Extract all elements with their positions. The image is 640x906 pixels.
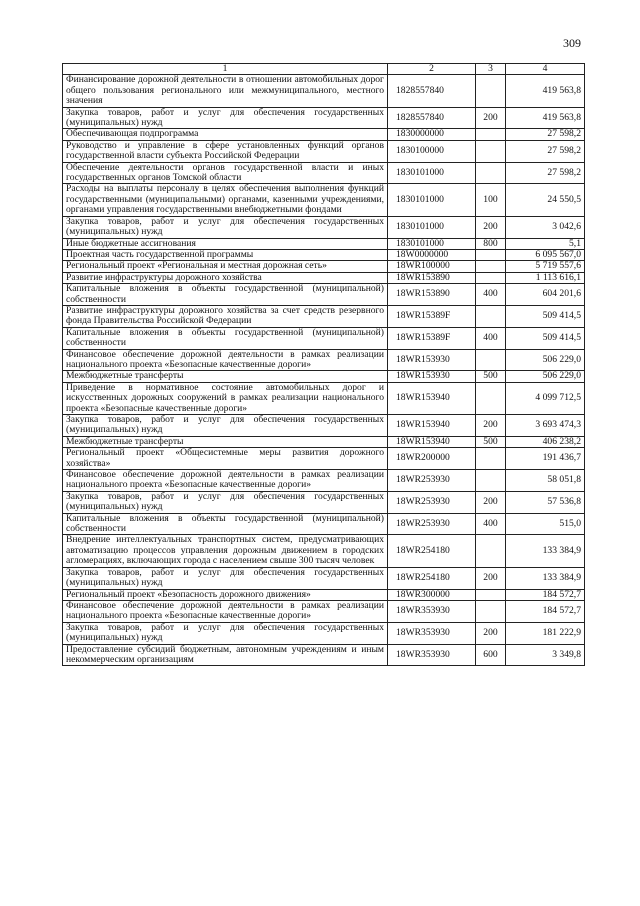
cell-code: 1830100000 [388,140,476,162]
cell-code: 18WR153940 [388,415,476,437]
cell-sum: 509 414,5 [506,305,585,327]
cell-code: 18WR300000 [388,589,476,600]
cell-name: Развитие инфраструктуры дорожного хозяйства за счет средств резервного фонда Правительства Российской Федерации [63,305,388,327]
table-row [63,184,585,216]
cell-vr [476,349,506,371]
table-row [63,436,585,447]
cell-vr [476,140,506,162]
cell-sum: 5 719 557,6 [506,261,585,272]
table-row [63,415,585,437]
table-row [63,284,585,306]
cell-vr: 400 [476,327,506,349]
cell-sum: 406 238,2 [506,436,585,447]
cell-code: 1828557840 [388,75,476,107]
page-number: 309 [563,36,581,50]
cell-code: 18WR153890 [388,272,476,283]
cell-name: Финансирование дорожной деятельности в отношении автомобильных дорог общего пользования регионального или межмуниципального, местного значения [63,75,388,107]
table-row [63,535,585,567]
cell-name: Межбюджетные трансферты [63,371,388,382]
cell-vr [476,470,506,492]
cell-code: 18WR153930 [388,371,476,382]
cell-name: Региональный проект «Региональная и местная дорожная сеть» [63,261,388,272]
cell-vr: 800 [476,238,506,249]
cell-code: 18WR15389F [388,327,476,349]
table-row [63,644,585,666]
cell-name: Проектная часть государственной программы [63,249,388,260]
cell-name: Иные бюджетные ассигнования [63,238,388,249]
cell-name: Региональный проект «Безопасность дорожного движения» [63,589,388,600]
header-col-3: 3 [476,64,506,75]
cell-vr: 500 [476,371,506,382]
cell-code: 1830101000 [388,216,476,238]
cell-code: 1828557840 [388,107,476,129]
cell-sum: 133 384,9 [506,567,585,589]
cell-name: Финансовое обеспечение дорожной деятельности в рамках реализации национального проекта «Безопасные качественные дороги» [63,470,388,492]
cell-sum: 3 042,6 [506,216,585,238]
table-row [63,249,585,260]
cell-sum: 419 563,8 [506,107,585,129]
cell-name: Руководство и управление в сфере установленных функций органов государственной власти субъекта Российской Федерации [63,140,388,162]
cell-name: Приведение в нормативное состояние автомобильных дорог и искусственных дорожных сооружений в рамках реализации национального проекта «Безопасные качественные дороги» [63,382,388,414]
cell-sum: 4 099 712,5 [506,382,585,414]
cell-code: 18WR253930 [388,491,476,513]
cell-code: 18W0000000 [388,249,476,260]
cell-vr [476,129,506,140]
cell-code: 18WR254180 [388,567,476,589]
cell-vr [476,600,506,622]
cell-vr [476,589,506,600]
cell-code: 18WR353930 [388,600,476,622]
table-row [63,107,585,129]
cell-sum: 133 384,9 [506,535,585,567]
cell-sum: 58 051,8 [506,470,585,492]
cell-vr: 200 [476,491,506,513]
cell-sum: 24 550,5 [506,184,585,216]
cell-name: Закупка товаров, работ и услуг для обеспечения государственных (муниципальных) нужд [63,567,388,589]
cell-code: 18WR153890 [388,284,476,306]
table-row [63,622,585,644]
cell-sum: 419 563,8 [506,75,585,107]
table-row [63,349,585,371]
cell-code: 18WR253930 [388,513,476,535]
cell-sum: 27 598,2 [506,140,585,162]
cell-vr: 400 [476,513,506,535]
table-row [63,261,585,272]
cell-vr [476,305,506,327]
header-col-1: 1 [63,64,388,75]
cell-vr: 200 [476,216,506,238]
table-row [63,382,585,414]
cell-sum: 3 349,8 [506,644,585,666]
budget-table [62,63,585,666]
cell-sum: 5,1 [506,238,585,249]
table-row [63,272,585,283]
cell-code: 18WR353930 [388,644,476,666]
cell-code: 1830101000 [388,162,476,184]
table-row [63,238,585,249]
table-row [63,491,585,513]
table-row [63,589,585,600]
table-row [63,513,585,535]
cell-name: Обеспечение деятельности органов государственной власти и иных государственных органов Томской области [63,162,388,184]
cell-name: Закупка товаров, работ и услуг для обеспечения государственных (муниципальных) нужд [63,216,388,238]
cell-vr [476,261,506,272]
cell-vr: 200 [476,107,506,129]
cell-name: Закупка товаров, работ и услуг для обеспечения государственных (муниципальных) нужд [63,491,388,513]
cell-sum: 6 095 567,0 [506,249,585,260]
cell-sum: 506 229,0 [506,349,585,371]
cell-vr: 200 [476,622,506,644]
cell-name: Региональный проект «Общесистемные меры развития дорожного хозяйства» [63,448,388,470]
table-row [63,305,585,327]
cell-code: 18WR100000 [388,261,476,272]
table-row [63,140,585,162]
table-row [63,327,585,349]
cell-vr: 500 [476,436,506,447]
cell-vr: 100 [476,184,506,216]
cell-vr: 600 [476,644,506,666]
cell-code: 18WR200000 [388,448,476,470]
cell-name: Межбюджетные трансферты [63,436,388,447]
cell-vr: 400 [476,284,506,306]
header-col-2: 2 [388,64,476,75]
cell-code: 18WR153940 [388,436,476,447]
table-row [63,600,585,622]
table-row [63,448,585,470]
cell-sum: 509 414,5 [506,327,585,349]
cell-name: Капитальные вложения в объекты государственной (муниципальной) собственности [63,284,388,306]
table-header-row [63,64,585,75]
cell-name: Развитие инфраструктуры дорожного хозяйства [63,272,388,283]
cell-sum: 27 598,2 [506,129,585,140]
cell-vr [476,272,506,283]
cell-sum: 184 572,7 [506,600,585,622]
cell-sum: 604 201,6 [506,284,585,306]
cell-code: 18WR153940 [388,382,476,414]
cell-sum: 57 536,8 [506,491,585,513]
cell-code: 1830101000 [388,184,476,216]
cell-name: Закупка товаров, работ и услуг для обеспечения государственных (муниципальных) нужд [63,415,388,437]
table-row [63,216,585,238]
cell-vr [476,249,506,260]
cell-code: 18WR15389F [388,305,476,327]
cell-vr [476,382,506,414]
header-col-4: 4 [506,64,585,75]
cell-sum: 515,0 [506,513,585,535]
cell-sum: 184 572,7 [506,589,585,600]
cell-sum: 3 693 474,3 [506,415,585,437]
cell-sum: 191 436,7 [506,448,585,470]
cell-name: Обеспечивающая подпрограмма [63,129,388,140]
table-row [63,470,585,492]
cell-name: Предоставление субсидий бюджетным, автономным учреждениям и иным некоммерческим организациям [63,644,388,666]
cell-sum: 1 113 616,1 [506,272,585,283]
cell-name: Закупка товаров, работ и услуг для обеспечения государственных (муниципальных) нужд [63,107,388,129]
cell-name: Внедрение интеллектуальных транспортных систем, предусматривающих автоматизацию процессов управления дорожным движением в городских агломерациях, включающих города с населением свыше 300 тысяч человек [63,535,388,567]
cell-name: Финансовое обеспечение дорожной деятельности в рамках реализации национального проекта «Безопасные качественные дороги» [63,349,388,371]
table-row [63,129,585,140]
cell-name: Капитальные вложения в объекты государственной (муниципальной) собственности [63,513,388,535]
cell-sum: 506 229,0 [506,371,585,382]
cell-vr [476,162,506,184]
cell-code: 1830000000 [388,129,476,140]
cell-vr: 200 [476,567,506,589]
table-row [63,567,585,589]
table-row [63,75,585,107]
cell-code: 18WR253930 [388,470,476,492]
table-row [63,162,585,184]
cell-vr: 200 [476,415,506,437]
cell-name: Капитальные вложения в объекты государственной (муниципальной) собственности [63,327,388,349]
cell-vr [476,75,506,107]
cell-code: 1830101000 [388,238,476,249]
cell-code: 18WR153930 [388,349,476,371]
cell-name: Финансовое обеспечение дорожной деятельности в рамках реализации национального проекта «Безопасные качественные дороги» [63,600,388,622]
cell-sum: 181 222,9 [506,622,585,644]
cell-name: Закупка товаров, работ и услуг для обеспечения государственных (муниципальных) нужд [63,622,388,644]
cell-vr [476,448,506,470]
table-row [63,371,585,382]
cell-vr [476,535,506,567]
cell-code: 18WR254180 [388,535,476,567]
cell-code: 18WR353930 [388,622,476,644]
cell-name: Расходы на выплаты персоналу в целях обеспечения выполнения функций государственными (муниципальными) органами, казенными учреждениями, органами управления государственными внебюджетными фондами [63,184,388,216]
cell-sum: 27 598,2 [506,162,585,184]
